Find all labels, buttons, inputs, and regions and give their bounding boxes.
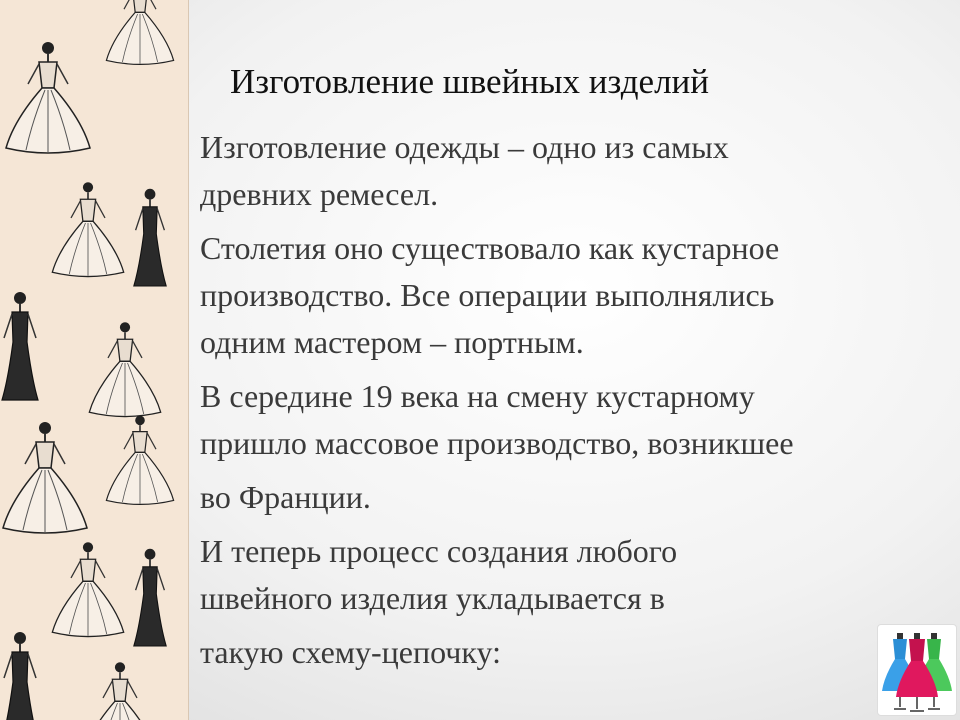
text-line: пришло массовое производство, возникшее: [200, 425, 794, 461]
text-line: Столетия оно существовало как кустарное: [200, 230, 780, 266]
text-line: во Франции.: [200, 479, 371, 515]
dress-mannequins-icon: [877, 624, 957, 716]
slide-title: Изготовление швейных изделий: [230, 62, 709, 101]
text-line: одним мастером – портным.: [200, 324, 584, 360]
fashion-sketch-sidebar: [0, 0, 189, 720]
paragraph-chain: [200, 629, 950, 676]
text-line: И теперь процесс создания любого: [200, 533, 678, 569]
text-line: древних ремесел.: [200, 176, 439, 212]
text-line: производство. Все операции выполнялись: [200, 277, 775, 313]
paragraph-mass-production: [200, 373, 950, 467]
dress-sketches-pattern: [0, 0, 188, 720]
text-line: такую схему-цепочку:: [200, 634, 501, 670]
paragraph-origin: [200, 124, 950, 218]
slide-body: [200, 124, 950, 683]
paragraph-craft: [200, 225, 950, 366]
text-line: швейного изделия укладывается в: [200, 580, 665, 616]
text-line: Изготовление одежды – одно из самых: [200, 129, 729, 165]
paragraph-france: [200, 474, 950, 521]
text-line: В середине 19 века на смену кустарному: [200, 378, 755, 414]
paragraph-process: [200, 528, 950, 622]
